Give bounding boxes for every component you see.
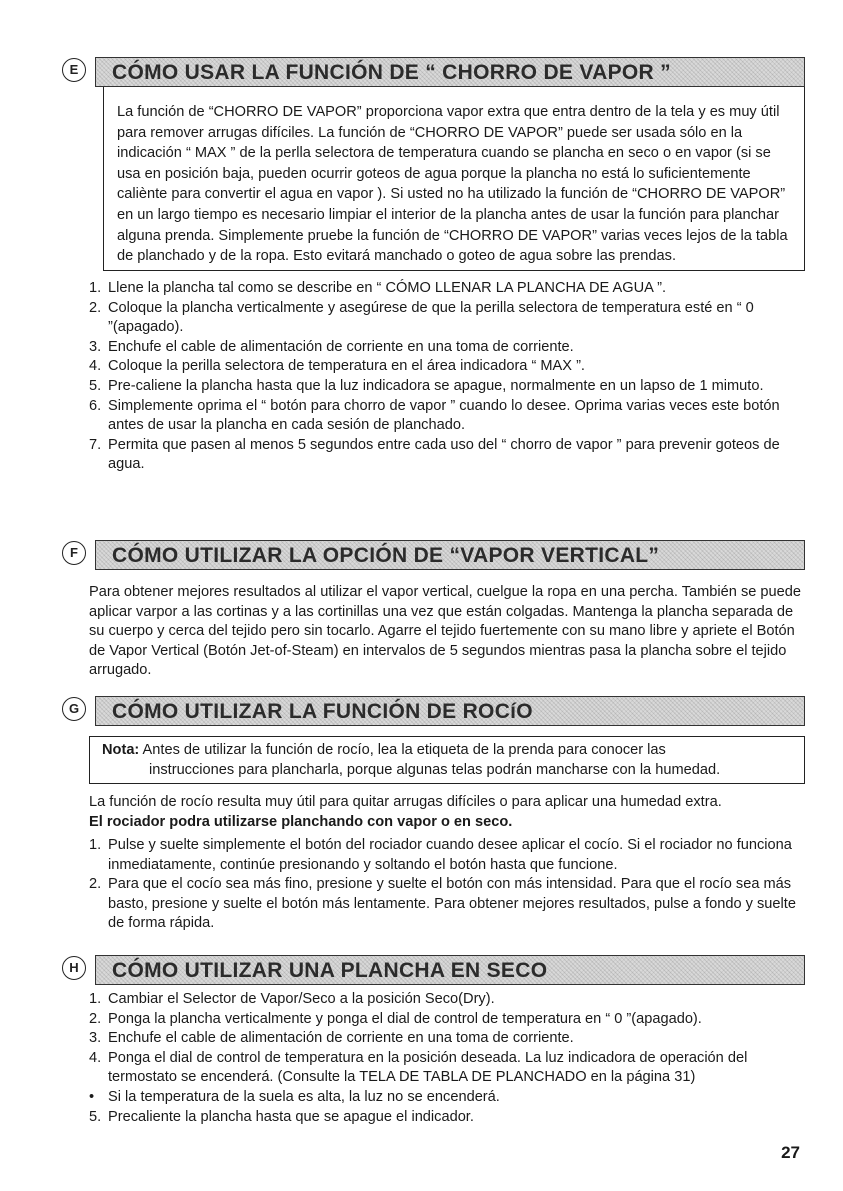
section-g-title: CÓMO UTILIZAR LA FUNCIÓN DE ROCíO bbox=[112, 700, 533, 723]
list-item: 4. Ponga el dial de control de temperatura en la posición deseada. La luz indicadora de operación del termostato se encenderá. (Consulte la TELA DE TABLA DE PLANCHADO en la página 31) bbox=[89, 1049, 748, 1086]
section-h-title: CÓMO UTILIZAR UNA PLANCHA EN SECO bbox=[112, 959, 548, 982]
list-item: 5. Precaliente la plancha hasta que se apague el indicador. bbox=[89, 1108, 474, 1125]
page-number: 27 bbox=[781, 1143, 800, 1162]
section-h-badge: H bbox=[62, 956, 86, 980]
section-g-text bbox=[89, 793, 805, 832]
section-h-banner bbox=[95, 955, 805, 985]
list-item: 2. Ponga la plancha verticalmente y ponga el dial de control de temperatura en “ 0 ”(apagado). bbox=[89, 1010, 702, 1027]
section-g-steps bbox=[89, 836, 805, 934]
list-item: 7. Permita que pasen al menos 5 segundos entre cada uso del “ chorro de vapor ” para prevenir goteos de agua. bbox=[89, 436, 780, 473]
section-g-badge: G bbox=[62, 697, 86, 721]
list-item: • Si la temperatura de la suela es alta, la luz no se encenderá. bbox=[89, 1088, 500, 1105]
section-g-bold-line: El rociador podra utilizarse planchando con vapor o en seco. bbox=[89, 813, 513, 830]
list-item: 2. Para que el cocío sea más fino, presione y suelte el botón con más intensidad. Para que el rocío sea más basto, presione y suelte el botón más lentamente. Para obtener mejores resultados, pulse a fondo y suelte de forma rápida. bbox=[89, 876, 796, 932]
list-item: 3. Enchufe el cable de alimentación de corriente en una toma de corriente. bbox=[89, 1030, 574, 1047]
list-item: 4. Coloque la perilla selectora de temperatura en el área indicadora “ MAX ”. bbox=[89, 358, 585, 375]
section-f-banner bbox=[95, 540, 805, 570]
section-e-steps bbox=[89, 279, 805, 475]
list-item: 1. Cambiar el Selector de Vapor/Seco a la posición Seco(Dry). bbox=[89, 991, 495, 1007]
section-e-banner bbox=[95, 57, 805, 87]
section-e-title: CÓMO USAR LA FUNCIÓN DE “ CHORRO DE VAPOR ” bbox=[112, 61, 671, 84]
section-e-intro-text: La función de “CHORRO DE VAPOR” proporciona vapor extra que entra dentro de la tela y es muy útil para remover arrugas difíciles. La función de “CHORRO DE VAPOR” puede ser usada sólo en la indicación “ MAX ” de la perlla selectora de temperatura cuando se plancha en seco o en vapor (si se usa en posición baja, pueden ocurrir goteos de agua porque la plancha no está lo suficientemente caliènte para convertir el agua en vapor ). Si usted no ha utilizado la función de “CHORRO DE VAPOR” en un largo tiempo es necesario limpiar el interior de la plancha antes de usar la función para planchar alguna prenda. Simplemente pruebe la función de “CHORRO DE VAPOR” varias veces lejos de la tabla de planchado y de la ropa. Esto evitará manchado o goteo de agua sobre las prendas. bbox=[117, 104, 788, 265]
list-item: 3. Enchufe el cable de alimentación de corriente en una toma de corriente. bbox=[89, 338, 574, 355]
list-item: 1. Llene la plancha tal como se describe en “ CÓMO LLENAR LA PLANCHA DE AGUA ”. bbox=[89, 280, 667, 296]
section-g-note-box bbox=[89, 736, 805, 784]
section-f-title: CÓMO UTILIZAR LA OPCIÓN DE “VAPOR VERTICAL” bbox=[112, 544, 660, 567]
section-h-steps bbox=[89, 990, 805, 1127]
section-f-text: Para obtener mejores resultados al utilizar el vapor vertical, cuelgue la ropa en una percha. También se puede aplicar varpor a las cortinas y a las cortinillas una vez que están colgadas. Mantenga la plancha separada de su cuerpo y cerca del tejido pero sin tocarlo. Agarre el tejido fuertemente con su mano libre y apriete el Botón de Vapor Vertical (Botón Jet-of-Steam) en intervalos de 5 segundos mientras pasa la plancha sobre el tejido arrugado. bbox=[89, 584, 802, 679]
list-item: 5. Pre-caliene la plancha hasta que la luz indicadora se apague, normalmente en un lapso de 1 mimuto. bbox=[89, 377, 764, 394]
section-g-intro: La función de rocío resulta muy útil para quitar arrugas difíciles o para aplicar una humedad extra. bbox=[89, 794, 722, 810]
list-item: 6. Simplemente oprima el “ botón para chorro de vapor ” cuando lo desee. Oprima varias veces este botón antes de usar la plancha en cada sesión de planchado. bbox=[89, 397, 780, 434]
note-line-1: Antes de utilizar la función de rocío, lea la etiqueta de la prenda para conocer las bbox=[142, 742, 666, 758]
section-g-banner bbox=[95, 696, 805, 726]
section-e-intro-box bbox=[103, 87, 805, 271]
list-item: 2. Coloque la plancha verticalmente y asegúrese de que la perilla selectora de temperatura esté en “ 0 ”(apagado). bbox=[89, 299, 754, 336]
section-e-badge: E bbox=[62, 58, 86, 82]
note-line-2: instrucciones para plancharla, porque algunas telas podrán mancharse con la humedad. bbox=[149, 762, 721, 778]
list-item: 1. Pulse y suelte simplemente el botón del rociador cuando desee aplicar el cocío. Si el rociador no funciona inmediatamente, continúe presionando y soltando el botón hasta que funcione. bbox=[89, 837, 792, 873]
section-f-badge: F bbox=[62, 541, 86, 565]
note-label: Nota: bbox=[102, 742, 140, 758]
